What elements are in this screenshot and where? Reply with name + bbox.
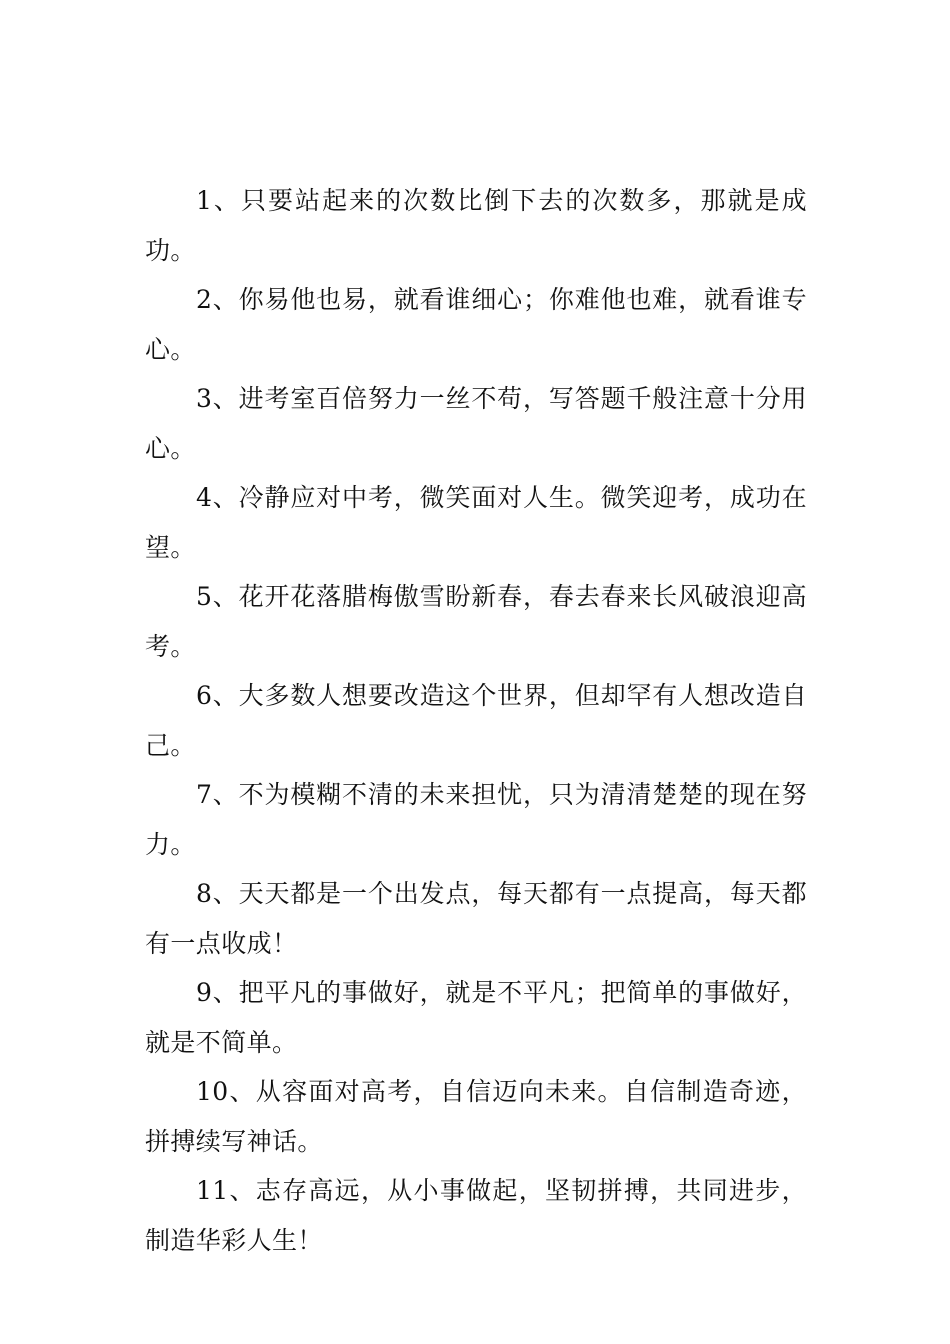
paragraph-1: 1、只要站起来的次数比倒下去的次数多，那就是成功。 xyxy=(145,186,807,265)
paragraph-10: 10、从容面对高考，自信迈向未来。自信制造奇迹，拼搏续写神话。 xyxy=(145,1077,807,1156)
paragraph-4: 4、冷静应对中考，微笑面对人生。微笑迎考，成功在望。 xyxy=(145,483,807,562)
document-body xyxy=(145,176,807,1265)
paragraph-7: 7、不为模糊不清的未来担忧，只为清清楚楚的现在努力。 xyxy=(145,780,807,859)
paragraph-5: 5、花开花落腊梅傲雪盼新春，春去春来长风破浪迎高考。 xyxy=(145,582,807,661)
paragraph-8: 8、天天都是一个出发点，每天都有一点提高，每天都有一点收成！ xyxy=(145,879,807,958)
paragraph-6: 6、大多数人想要改造这个世界，但却罕有人想改造自己。 xyxy=(145,681,807,760)
paragraph-2: 2、你易他也易，就看谁细心；你难他也难，就看谁专心。 xyxy=(145,285,807,364)
paragraph-9: 9、把平凡的事做好，就是不平凡；把简单的事做好，就是不简单。 xyxy=(145,978,807,1057)
paragraph-11: 11、志存高远，从小事做起，坚韧拼搏，共同进步，制造华彩人生！ xyxy=(145,1176,807,1255)
paragraph-3: 3、进考室百倍努力一丝不苟，写答题千般注意十分用心。 xyxy=(145,384,807,463)
